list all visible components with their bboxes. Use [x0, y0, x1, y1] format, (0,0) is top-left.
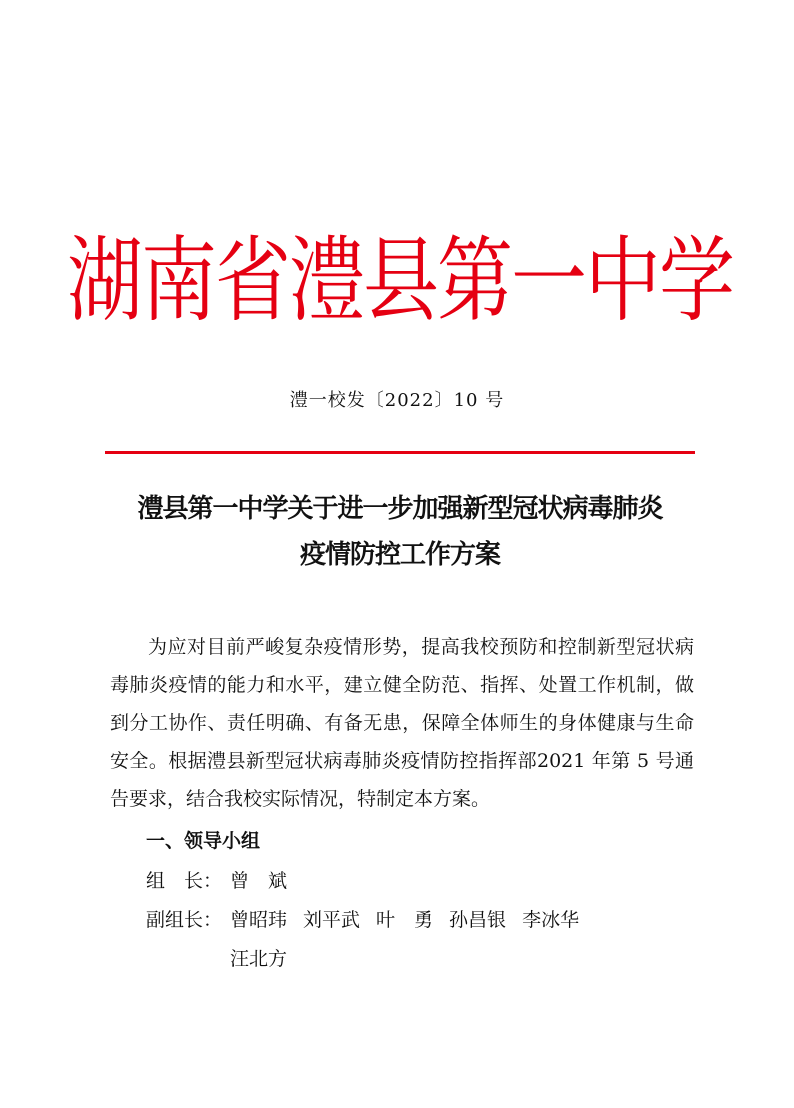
- deputy-name: 曾昭玮: [230, 909, 288, 931]
- deputy-row: [146, 905, 595, 932]
- title-line-1: 澧县第一中学关于进一步加强新型冠状病毒肺炎: [137, 494, 663, 524]
- deputy-label: 副组长：: [146, 909, 223, 931]
- leader-label: 组 长：: [146, 870, 223, 892]
- leader-name: 曾 斌: [230, 870, 288, 892]
- body-text: [110, 628, 694, 818]
- deputy-name: 刘平武: [303, 909, 361, 931]
- section-heading-leadership: 一、领导小组: [146, 830, 261, 852]
- leader-row: [146, 866, 287, 893]
- deputy-name: 李冰华: [522, 909, 580, 931]
- deputy-name: 汪北方: [230, 948, 288, 970]
- deputy-name: 孙昌银: [449, 909, 507, 931]
- intro-paragraph: 为应对目前严峻复杂疫情形势，提高我校预防和控制新型冠状病毒肺炎疫情的能力和水平，建立健全防范、指挥、处置工作机制，做到分工协作、责任明确、有备无患，保障全体师生的身体健康与生命安全。根据澧县新型冠状病毒肺炎疫情防控指挥部2021 年第 5 号通告要求，结合我校实际情况，特制定本方案。: [110, 636, 694, 810]
- title-line-2: 疫情防控工作方案: [299, 540, 500, 570]
- school-masthead: 湖南省澧县第一中学: [67, 225, 733, 334]
- document-number: 澧一校发〔2022〕10 号: [289, 390, 505, 411]
- red-divider-line: [105, 451, 695, 454]
- deputy-row-continued: [230, 944, 303, 971]
- document-title: [95, 486, 705, 578]
- deputy-name: 叶 勇: [376, 909, 434, 931]
